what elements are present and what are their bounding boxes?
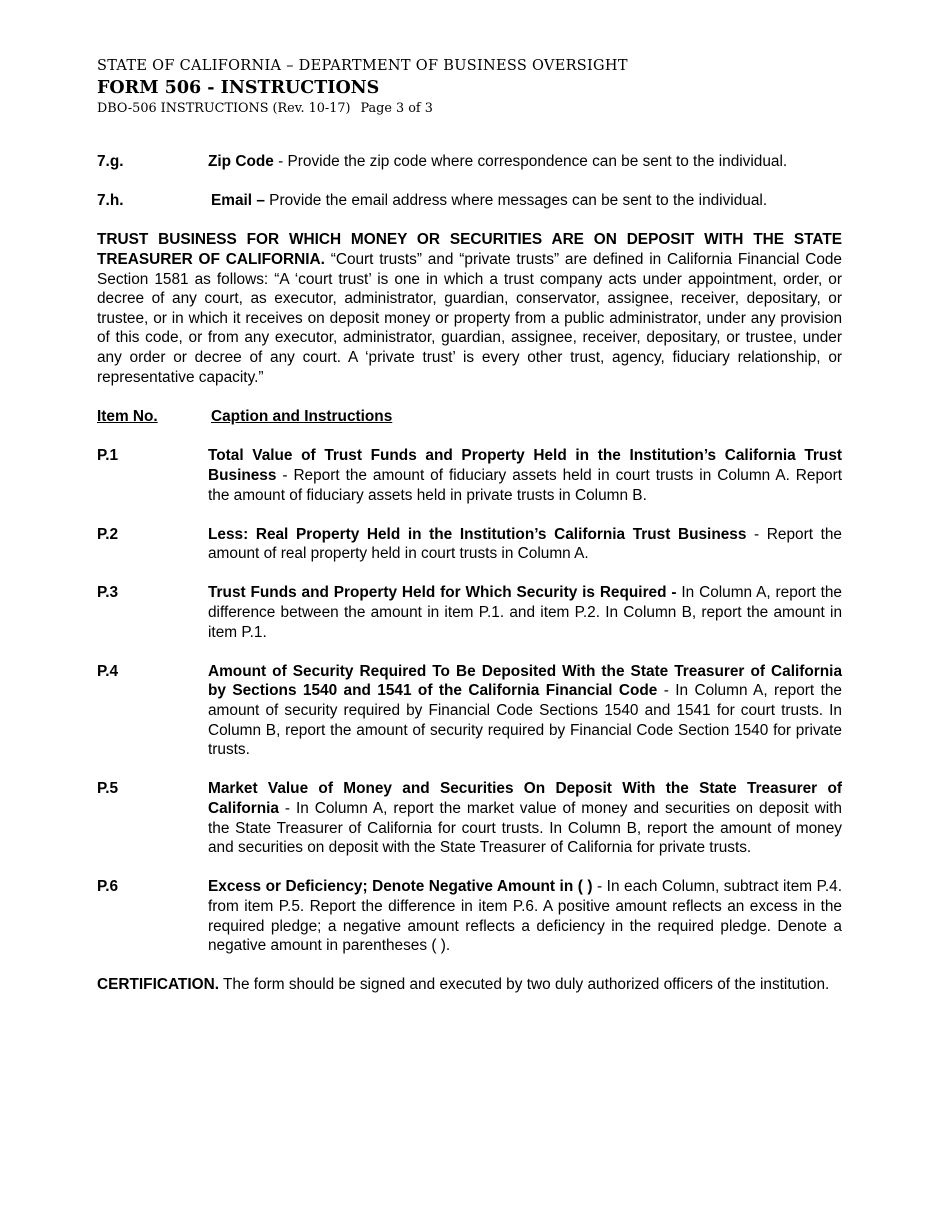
- item-title: Zip Code: [208, 153, 274, 170]
- item-title: Excess or Deficiency; Denote Negative Amount in ( ): [208, 878, 593, 896]
- page-number: Page 3 of 3: [360, 101, 433, 116]
- item-number: P.3: [97, 584, 119, 602]
- item-title: Email –: [211, 192, 265, 210]
- item-table-header: [97, 407, 842, 427]
- item-no-header: Item No.: [97, 407, 158, 425]
- certification-text: The form should be signed and executed by two duly authorized officers of the institution.: [218, 976, 830, 994]
- item-number: 7.g.: [97, 153, 124, 170]
- item-text: - Provide the zip code where correspondence can be sent to the individual.: [273, 153, 788, 170]
- item-text: - In each Column, subtract item P.4. from item P.5. Report the difference in item P.6. A positive amount reflects an excess in the required pledge; a negative amount reflects a deficiency in the required pledge. Denote a negative amount in parentheses ( ).: [208, 878, 842, 955]
- item-title: Trust Funds and Property Held for Which Security is Required -: [208, 584, 677, 602]
- item-p3: [97, 583, 842, 642]
- item-content: [208, 152, 842, 172]
- item-p5: [97, 779, 842, 857]
- certification-paragraph: [97, 975, 842, 995]
- item-content: [208, 877, 842, 955]
- certification-heading: CERTIFICATION.: [97, 976, 219, 994]
- item-title: Amount of Security Required To Be Deposited With the State Treasurer of California by Sections 1540 and 1541 of the California Financial Code: [208, 662, 842, 700]
- agency-name: STATE OF CALIFORNIA – DEPARTMENT OF BUSINESS OVERSIGHT: [97, 58, 628, 74]
- item-number: 7.h.: [97, 192, 124, 210]
- item-number: P.2: [97, 525, 119, 543]
- item-number: P.5: [97, 780, 119, 798]
- item-content: [208, 583, 842, 642]
- item-number: P.4: [97, 662, 119, 680]
- item-text: - Report the amount of fiduciary assets held in court trusts in Column A. Report the amount of fiduciary assets held in private trusts in Column B.: [208, 466, 842, 504]
- caption-header: Caption and Instructions: [211, 407, 393, 425]
- item-text: - In Column A, report the amount of security required by Financial Code Sections 1540 and 1541 for court trusts. In Column B, report the amount of security required by Financial Code Section 1540 for private trusts.: [208, 682, 842, 759]
- item-7h: [97, 191, 842, 211]
- item-p4: [97, 662, 842, 760]
- item-text: - In Column A, report the market value of money and securities on deposit with the State Treasurer of California for court trusts. In Column B, report the amount of money and securities on deposit with the State Treasurer of California for private trusts.: [208, 800, 842, 857]
- item-number: P.1: [97, 447, 119, 465]
- item-p1: [97, 446, 842, 505]
- item-text: In Column A, report the difference between the amount in item P.1. and item P.2. In Column B, report the amount in item P.1.: [208, 584, 842, 641]
- item-p6: [97, 877, 842, 955]
- item-7g: [97, 152, 842, 172]
- document-header: [97, 56, 628, 119]
- trust-heading: TRUST BUSINESS FOR WHICH MONEY OR SECURITIES ARE ON DEPOSIT WITH THE STATE TREASURER OF CALIFORNIA.: [97, 231, 842, 268]
- revision-line: [97, 99, 628, 119]
- item-number: P.6: [97, 878, 119, 896]
- revision-code: DBO-506 INSTRUCTIONS (Rev. 10-17): [97, 101, 351, 116]
- item-text: - Report the amount of real property held in court trusts in Column A.: [208, 525, 842, 563]
- item-title: Less: Real Property Held in the Institution’s California Trust Business: [208, 525, 747, 543]
- item-content: [211, 191, 842, 211]
- item-title: Market Value of Money and Securities On Deposit With the State Treasurer of California: [208, 780, 842, 817]
- item-title: Total Value of Trust Funds and Property Held in the Institution’s California Trust Business: [208, 447, 842, 484]
- item-p2: [97, 525, 842, 564]
- trust-business-paragraph: [97, 230, 842, 387]
- item-content: [208, 662, 842, 760]
- item-content: [208, 446, 842, 505]
- document-body: [97, 152, 842, 995]
- form-title: FORM 506 - INSTRUCTIONS: [97, 78, 380, 98]
- item-content: [208, 779, 842, 857]
- item-text: Provide the email address where messages can be sent to the individual.: [264, 192, 768, 210]
- trust-text: “Court trusts” and “private trusts” are defined in California Financial Code Section 1581 as follows: “A ‘court trust’ is one in which a trust company acts under appointment, order, or decree of any court, as executor, administrator, guardian, conservator, assignee, receiver, depositary, or trustee, or in which it receives on deposit money or property from a public administrator, under any provision of this code, or from any executor, administrator, guardian, assignee, receiver, depositary, or trustee, under any order or decree of any court. A ‘private trust’ is every other trust, agency, fiduciary relationship, or representative capacity.”: [97, 250, 842, 386]
- item-content: [208, 525, 842, 564]
